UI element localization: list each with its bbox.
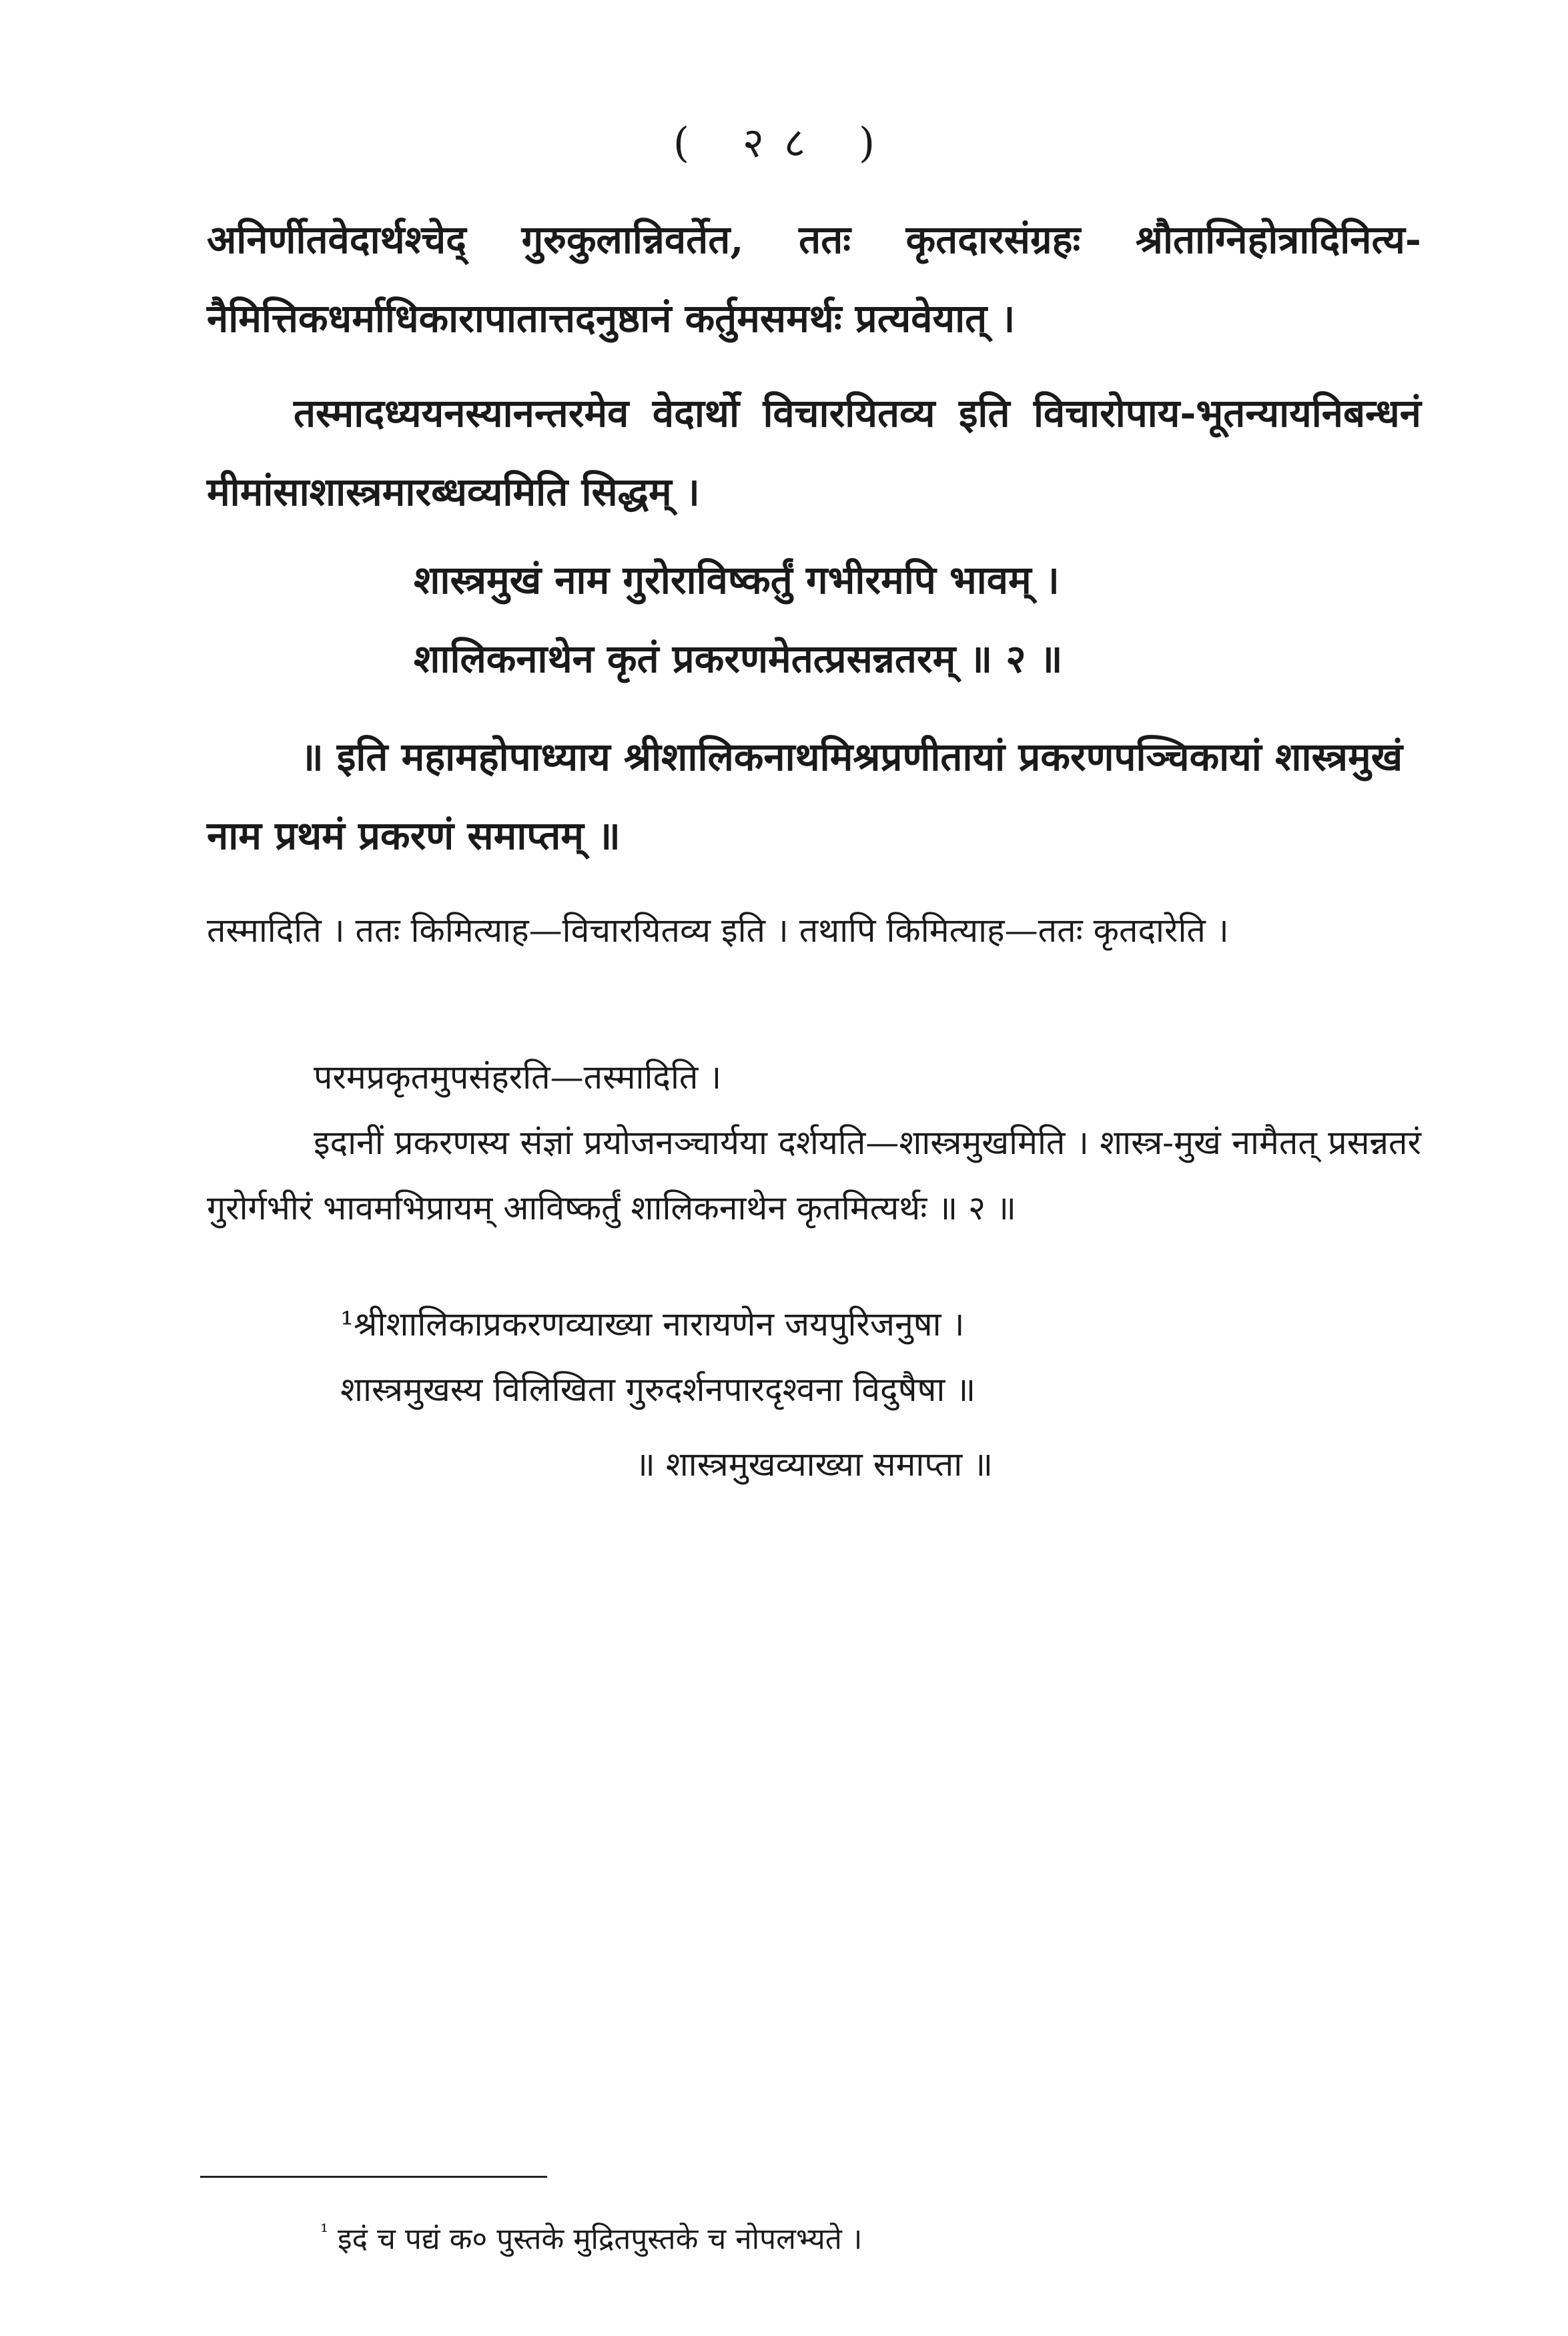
- commentary-end-text: ॥ शास्त्रमुखव्याख्या समाप्ता ॥: [635, 1445, 994, 1484]
- footnote-marker: ¹: [320, 2221, 329, 2244]
- commentary-end: [207, 1432, 1421, 1497]
- commentary: [207, 898, 1421, 963]
- commentary-paragraph-3: इदानीं प्रकरणस्य संज्ञां प्रयोजनञ्चार्यया दर्शयति—शास्त्रमुखमिति । शास्त्र-मुखं नामैतत् प्रसन्नतरं गुरोर्गभीरं भावमभिप्रायम् आविष्कर्तुं शालिकनाथेन कृतमित्यर्थः ॥ २ ॥: [207, 1123, 1421, 1227]
- page-number: ( २८ ): [673, 118, 895, 167]
- footnote-text: इदं च पद्यं क० पुस्तके मुद्रितपुस्तके च नोपलभ्यते ।: [338, 2222, 863, 2257]
- commentary-verse-line-1: ¹श्रीशालिकाप्रकरणव्याख्या नारायणेन जयपुरिजनुषा ।: [340, 1305, 965, 1344]
- main-text: [207, 200, 1421, 358]
- commentary-verse-line-2: शास्त्रमुखस्य विलिखिता गुरुदर्शनपारदृश्वना विदुषैषा ॥: [340, 1370, 976, 1409]
- main-verse-line-1: शास्त्रमुखं नाम गुरोराविष्कर्तुं गभीरमपि भावम् ।: [414, 557, 1060, 603]
- main-paragraph-1: अनिर्णीतवेदार्थश्चेद् गुरुकुलान्निवर्तेत, ततः कृतदारसंग्रहः श्रौताग्निहोत्रादिनित्य-नैमित्तिकधर्माधिकारापातात्तदनुष्ठानं कर्तुमसमर्थः प्रत्यवेयात् ।: [207, 217, 1421, 341]
- main-paragraph-2: तस्मादध्ययनस्यानन्तरमेव वेदार्थो विचारयितव्य इति विचारोपाय-भूतन्यायनिबन्धनं मीमांसाशास्त्रमारब्धव्यमिति सिद्धम् ।: [207, 390, 1421, 515]
- footnote-divider: [200, 2176, 547, 2178]
- colophon-text: ॥ इति महामहोपाध्याय श्रीशालिकनाथमिश्रप्रणीतायां प्रकरणपञ्चिकायां शास्त्रमुखं नाम प्रथमं प्रकरणं समाप्तम् ॥: [207, 734, 1403, 858]
- footnote: [320, 2206, 863, 2267]
- commentary-2: [207, 1045, 1421, 1241]
- main-verse-line-2: शालिकनाथेन कृतं प्रकरणमेतत्प्रसन्नतरम् ॥ २ ॥: [414, 636, 1063, 681]
- colophon: [207, 717, 1421, 875]
- commentary-paragraph-1: तस्मादिति । ततः किमित्याह—विचारयितव्य इति । तथापि किमित्याह—ततः कृतदारेति ।: [207, 911, 1229, 950]
- commentary-paragraph-2: परमप्रकृतमुपसंहरति—तस्मादिति ।: [314, 1058, 722, 1097]
- main-verse: [207, 541, 1421, 698]
- commentary-verse: [207, 1291, 1421, 1422]
- main-text-2: [207, 374, 1421, 531]
